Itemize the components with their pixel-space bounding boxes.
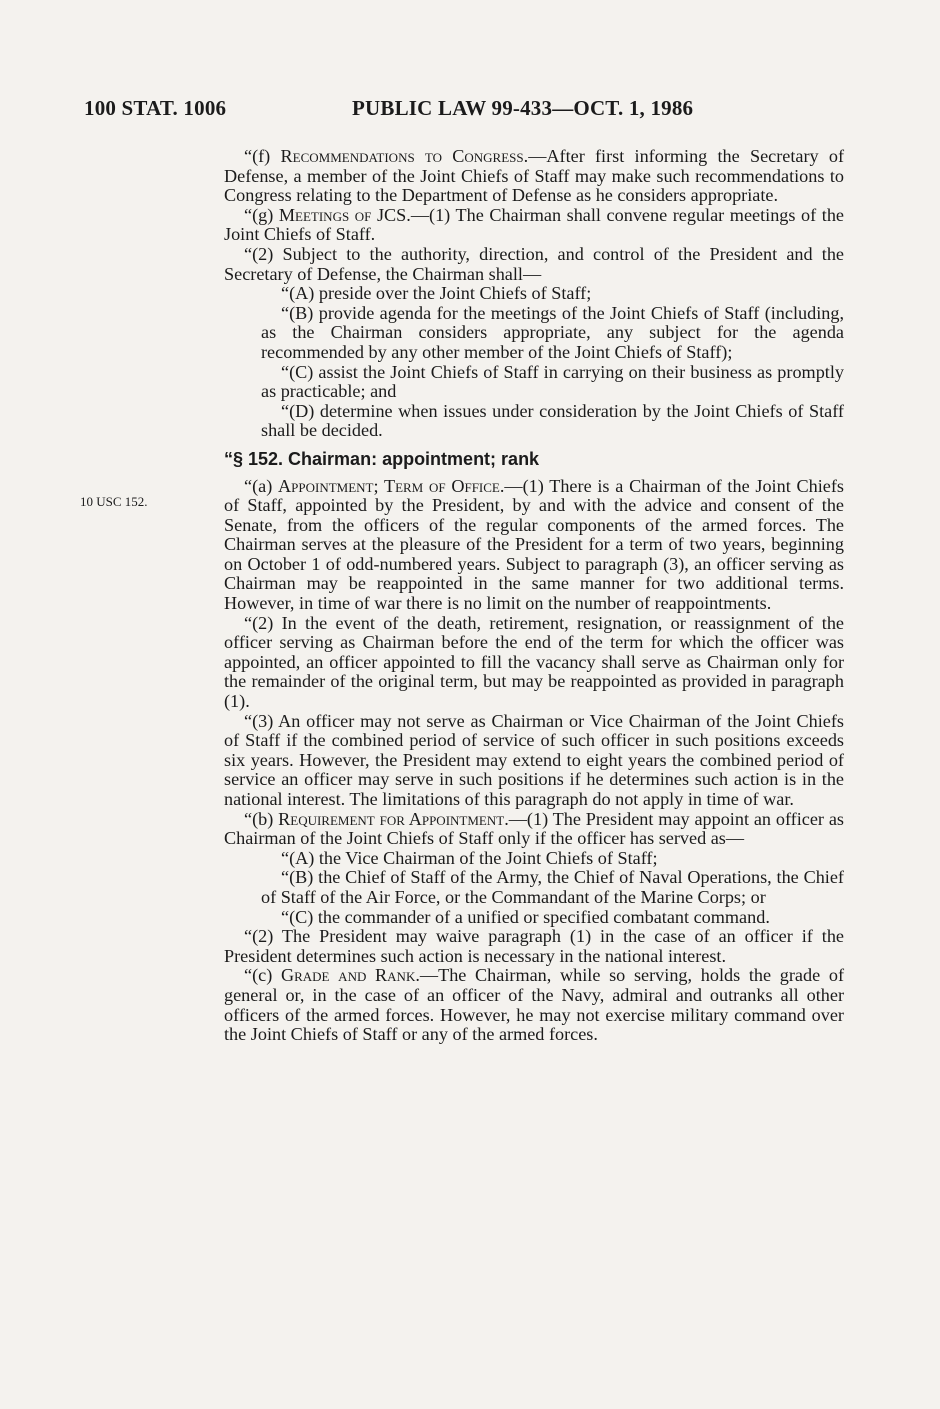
- paragraph-b-c: “(C) the commander of a unified or specified combatant command.: [281, 906, 770, 927]
- paragraph-label: “(b): [244, 808, 274, 829]
- paragraph-label: “(c): [244, 965, 273, 986]
- paragraph-text: .—(1) The Chairman shall convene regular meetings of the Joint Chiefs of Staff.: [224, 204, 844, 245]
- paragraph-b-a: “(A) the Vice Chairman of the Joint Chiefs of Staff;: [281, 847, 658, 868]
- paragraph-label: “(f): [244, 146, 271, 166]
- paragraph-text: .—The Chairman, while so serving, holds the grade of general or, in the case of an officer of the Navy, admiral and outranks all other officers of the armed forces. However, he may not exercise military command over the Joint Chiefs of Staff or any of the armed forces.: [224, 965, 845, 1045]
- paragraph-heading: Appointment; Term of Office: [278, 475, 500, 496]
- margin-citation: 10 USC 152.: [80, 494, 148, 509]
- paragraph-g-2: “(2) Subject to the authority, direction, and control of the President and the Secretary of Defense, the Chairman shall—: [224, 243, 844, 284]
- paragraph-text: .—(1) There is a Chairman of the Joint Chiefs of Staff, appointed by the President, by and with the advice and consent of the Senate, from the officers of the regular components of the armed forces. The Chairman serves at the pleasure of the President for a term of two years, beginning on October 1 of odd-numbered years. Subject to paragraph (3), an officer serving as Chairman may be reappointed in the same manner for two additional terms. However, in time of war there is no limit on the number of reappointments.: [224, 475, 844, 614]
- paragraph-f: [224, 147, 844, 206]
- paragraph-c: [224, 966, 844, 1044]
- paragraph-heading: Grade and Rank: [280, 965, 416, 986]
- paragraph-heading: Meetings of: [278, 204, 372, 225]
- paragraph-g: [224, 206, 844, 245]
- paragraph-b: [224, 810, 844, 849]
- statute-body: [224, 147, 844, 1045]
- paragraph-heading: Requirement for Appointment: [278, 808, 505, 829]
- section-heading: “§ 152. Chairman: appointment; rank: [224, 448, 540, 469]
- paragraph-text: .—After first informing the Secretary of Defense, a member of the Joint Chiefs of Staff may make such recommendations to Congress relating to the Department of Defense as he considers appropriate.: [224, 146, 845, 206]
- paragraph-g-2-d: “(D) determine when issues under consideration by the Joint Chiefs of Staff shall be decided.: [261, 400, 844, 441]
- paragraph-b-2: “(2) The President may waive paragraph (1) in the case of an officer if the President determines such action is necessary in the national interest.: [224, 926, 844, 966]
- paragraph-text: .—(1) The President may appoint an officer as Chairman of the Joint Chiefs of Staff only if the officer has served as—: [224, 808, 844, 849]
- paragraph-b-b: “(B) the Chief of Staff of the Army, the Chief of Naval Operations, the Chief of Staff of the Air Force, or the Commandant of the Marine Corps; or: [261, 867, 844, 907]
- paragraph-g-2-c: “(C) assist the Joint Chiefs of Staff in carrying on their business as promptly as practicable; and: [261, 361, 844, 402]
- paragraph-heading: Recommendations to Congress: [280, 146, 524, 166]
- paragraph-a-3: “(3) An officer may not serve as Chairman or Vice Chairman of the Joint Chiefs of Staff if the combined period of service of such officer in such positions exceeds six years. However, the President may extend to eight years the combined period of service an officer may serve in such positions if he determines such action is in the national interest. The limitations of this paragraph do not apply in time of war.: [224, 710, 844, 809]
- paragraph-label: “(g): [244, 204, 274, 225]
- paragraph-g-2-a: “(A) preside over the Joint Chiefs of Staff;: [281, 283, 592, 304]
- statute-page-number: 100 STAT. 1006: [84, 96, 227, 120]
- paragraph-a-2: “(2) In the event of the death, retirement, resignation, or reassignment of the officer serving as Chairman before the end of the term for which the officer was appointed, an officer appointed to fill the vacancy shall serve as Chairman only for the remainder of the original term, but may be reappointed as provided in paragraph (1).: [224, 612, 844, 712]
- paragraph-label: “(a): [244, 475, 273, 496]
- paragraph-a: [224, 477, 844, 614]
- paragraph-g-2-b: “(B) provide agenda for the meetings of the Joint Chiefs of Staff (including, as the Chairman considers appropriate, any subject for the agenda recommended by any other member of the Joint Chiefs of Staff);: [261, 302, 844, 362]
- public-law-title: PUBLIC LAW 99-433—OCT. 1, 1986: [352, 96, 694, 120]
- paragraph-heading-acronym: JCS: [376, 204, 407, 225]
